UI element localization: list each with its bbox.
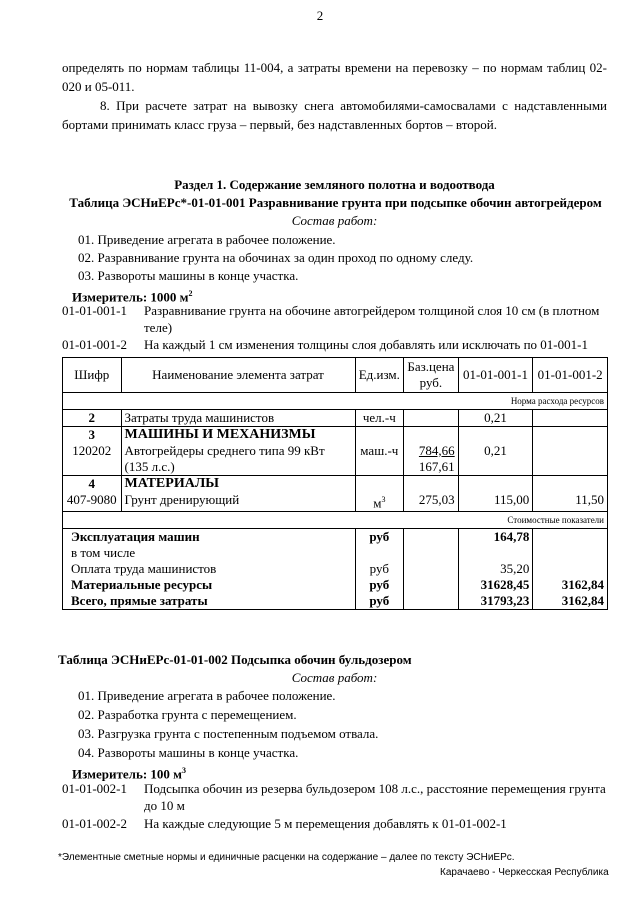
row-code: 407-9080	[63, 492, 122, 512]
cost-row	[63, 545, 608, 561]
resource-table	[62, 357, 608, 610]
row-name: МАШИНЫ И МЕХАНИЗМЫ	[121, 427, 355, 444]
code-description: Подсыпка обочин из резерва бульдозером 108 л.с., расстояние перемещения грунта до 10 м	[144, 781, 606, 813]
table1-works-heading: Состав работ:	[291, 213, 378, 228]
cost-empty	[404, 593, 459, 610]
table-row	[63, 476, 608, 493]
row-name: Грунт дренирующий	[121, 492, 355, 512]
cost-value: 35,20	[458, 561, 533, 577]
cost-unit: руб	[355, 529, 404, 546]
table2-works-heading: Состав работ:	[291, 670, 378, 685]
table2-work-item: 03. Разгрузка грунта с постепенным подъемом отвала.	[78, 726, 379, 741]
section-title: Раздел 1. Содержание земляного полотна и водоотвода	[174, 177, 495, 192]
header-code: Шифр	[63, 358, 122, 393]
header-name: Наименование элемента затрат	[121, 358, 355, 393]
cost-value: 31628,45	[458, 577, 533, 593]
table-header-row	[63, 358, 608, 393]
table-row	[63, 410, 608, 427]
cost-unit: руб	[355, 577, 404, 593]
row-unit: маш.-ч	[355, 443, 404, 476]
row-code: 120202	[63, 443, 122, 476]
cost-row	[63, 577, 608, 593]
cost-value	[533, 561, 608, 577]
row-price: 784,66 167,61	[404, 443, 459, 476]
cost-value	[533, 529, 608, 546]
row-value: 115,00	[458, 492, 533, 512]
table1-measure: Измеритель: 1000 $м^2$	[72, 289, 193, 305]
page-number: 2	[316, 8, 324, 23]
table2-work-item: 04. Развороты машины в конце участка.	[78, 745, 299, 760]
code: 01-01-002-1	[62, 781, 127, 796]
footnote: *Элементные сметные нормы и единичные расценки на содержание – далее по тексту ЭСНиЕРс.	[58, 852, 515, 863]
code: 01-01-001-2	[62, 337, 127, 352]
cost-label: Стоимостные показатели	[63, 512, 608, 529]
cost-value: 3162,84	[533, 577, 608, 593]
row-price: 275,03	[404, 492, 459, 512]
row-name: Автогрейдеры среднего типа 99 кВт (135 л.с.)	[121, 443, 355, 476]
table1-work-item: 01. Приведение агрегата в рабочее положение.	[78, 232, 336, 247]
cost-name: Материальные ресурсы	[63, 577, 356, 593]
table2-code-row	[62, 815, 612, 832]
code: 01-01-001-1	[62, 303, 127, 318]
row-value: 0,21	[458, 443, 533, 476]
cost-empty	[404, 577, 459, 593]
norm-label: Норма расхода ресурсов	[63, 393, 608, 410]
cost-empty	[404, 561, 459, 577]
header-col1: 01-01-001-1	[458, 358, 533, 393]
table-row	[63, 443, 608, 476]
table1-work-item: 02. Разравнивание грунта на обочинах за один проход по одному следу.	[78, 250, 474, 265]
table2-work-item: 01. Приведение агрегата в рабочее положение.	[78, 688, 336, 703]
row-name: Затраты труда машинистов	[121, 410, 355, 427]
cost-row	[63, 529, 608, 546]
cost-name: в том числе	[63, 545, 356, 561]
cost-row	[63, 593, 608, 610]
table2-measure: Измеритель: 100 $м^3$	[72, 766, 187, 782]
code: 01-01-002-2	[62, 816, 127, 831]
row-unit: чел.-ч	[355, 410, 404, 427]
row-code: 2	[63, 410, 122, 427]
table2-work-item: 02. Разработка грунта с перемещением.	[78, 707, 297, 722]
code-description: На каждые следующие 5 м перемещения добавлять к 01-01-002-1	[144, 816, 507, 831]
cost-value	[458, 545, 533, 561]
row-value: 11,50	[533, 492, 608, 512]
header-col2: 01-01-001-2	[533, 358, 608, 393]
table2-code-row	[62, 780, 612, 814]
row-unit: $м^3$	[355, 492, 404, 512]
table1-code-row	[62, 336, 612, 353]
cost-unit: руб	[355, 561, 404, 577]
cost-value	[533, 545, 608, 561]
region-label: Карачаево - Черкесская Республика	[440, 867, 609, 878]
table-row	[63, 427, 608, 444]
code-description: Разравнивание грунта на обочине автогрейдером толщиной слоя 10 см (в плотном теле)	[144, 303, 600, 335]
table1-code-row	[62, 302, 612, 336]
cost-row	[63, 561, 608, 577]
cost-unit: руб	[355, 593, 404, 610]
cost-value: 3162,84	[533, 593, 608, 610]
table-row	[63, 492, 608, 512]
cost-value: 31793,23	[458, 593, 533, 610]
cost-unit	[355, 545, 404, 561]
table1-title: Таблица ЭСНиЕРс*-01-01-001 Разравнивание грунта при подсыпке обочин автогрейдером	[69, 195, 602, 210]
cost-name: Оплата труда машинистов	[63, 561, 356, 577]
header-price: Баз.цена руб.	[404, 358, 459, 393]
intro-paragraph-2: 8. При расчете затрат на вывозку снега автомобилями-самосвалами с надставленными бортами принимать класс груза – первый, без надставленных бортов – второй.	[62, 98, 607, 132]
header-unit: Ед.изм.	[355, 358, 404, 393]
row-name: МАТЕРИАЛЫ	[121, 476, 355, 493]
row-code: 4	[63, 476, 122, 493]
cost-empty	[404, 529, 459, 546]
cost-name: Всего, прямые затраты	[63, 593, 356, 610]
cost-value: 164,78	[458, 529, 533, 546]
cost-name: Эксплуатация машин	[63, 529, 356, 546]
row-value: 0,21	[458, 410, 533, 427]
intro-paragraph-1: определять по нормам таблицы 11-004, а затраты времени на перевозку – по нормам таблиц 02-020 и 05-011.	[62, 60, 607, 94]
table2-title: Таблица ЭСНиЕРс-01-01-002 Подсыпка обочин бульдозером	[58, 652, 412, 667]
code-description: На каждый 1 см изменения толщины слоя добавлять или исключать по 01-001-1	[144, 337, 588, 352]
cost-empty	[404, 545, 459, 561]
table1-work-item: 03. Развороты машины в конце участка.	[78, 268, 299, 283]
row-code: 3	[63, 427, 122, 444]
